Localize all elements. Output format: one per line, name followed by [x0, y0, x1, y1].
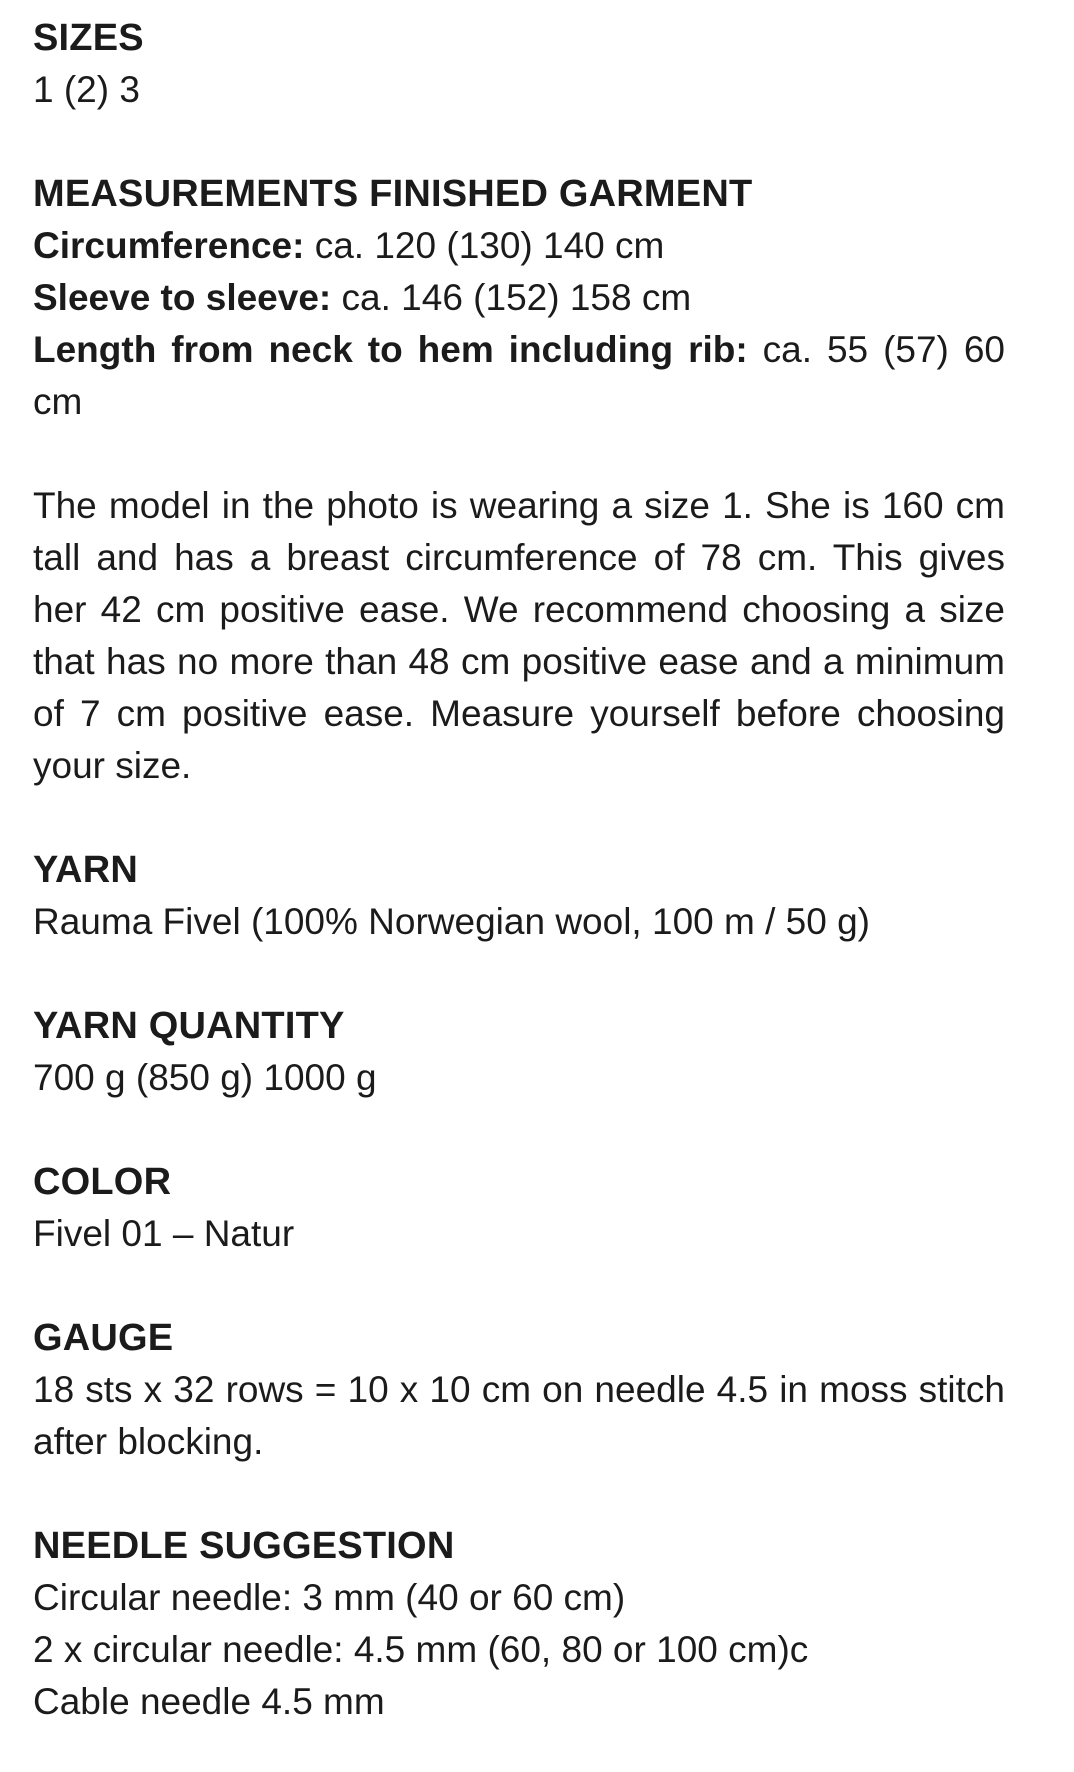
gauge-value: 18 sts x 32 rows = 10 x 10 cm on needle 4.5 in moss stitch after blocking.	[33, 1369, 1005, 1462]
gauge-section	[33, 1312, 1026, 1468]
sleeve-to-sleeve-value: ca. 146 (152) 158 cm	[331, 277, 692, 318]
sizes-section	[33, 12, 1026, 116]
circumference-value: ca. 120 (130) 140 cm	[304, 225, 665, 266]
color-heading: COLOR	[33, 1161, 172, 1203]
needle-item: Cable needle 4.5 mm	[33, 1681, 385, 1722]
model-note-paragraph: The model in the photo is wearing a size 1. She is 160 cm tall and has a breast circumference of 78 cm. This gives her 42 cm positive ease. We recommend choosing a size that has no more than 48 cm positive ease and a minimum of 7 cm positive ease. Measure yourself before choosing your size.	[33, 485, 1005, 786]
length-value: ca. 55 (57) 60 cm	[33, 329, 1005, 422]
gauge-heading: GAUGE	[33, 1317, 174, 1359]
sleeve-to-sleeve-label: Sleeve to sleeve:	[33, 277, 332, 318]
sizes-heading: SIZES	[33, 17, 144, 59]
length-line	[33, 324, 1005, 428]
yarn-section	[33, 844, 1026, 948]
sleeve-to-sleeve-line	[33, 272, 1026, 324]
color-section	[33, 1156, 1026, 1260]
needle-item: 2 x circular needle: 4.5 mm (60, 80 or 100 cm)c	[33, 1629, 809, 1670]
model-note-section	[33, 480, 1026, 792]
measurements-heading: MEASUREMENTS FINISHED GARMENT	[33, 173, 753, 215]
yarn-quantity-value: 700 g (850 g) 1000 g	[33, 1057, 377, 1098]
measurements-section	[33, 168, 1026, 428]
length-label: Length from neck to hem including rib:	[33, 329, 748, 370]
yarn-value: Rauma Fivel (100% Norwegian wool, 100 m / 50 g)	[33, 901, 870, 942]
yarn-heading: YARN	[33, 849, 138, 891]
needle-section	[33, 1520, 1026, 1728]
sizes-value: 1 (2) 3	[33, 69, 140, 110]
circumference-label: Circumference:	[33, 225, 305, 266]
color-value: Fivel 01 – Natur	[33, 1213, 295, 1254]
yarn-quantity-heading: YARN QUANTITY	[33, 1005, 345, 1047]
yarn-quantity-section	[33, 1000, 1026, 1104]
circumference-line	[33, 220, 1026, 272]
needle-item: Circular needle: 3 mm (40 or 60 cm)	[33, 1577, 626, 1618]
needle-heading: NEEDLE SUGGESTION	[33, 1525, 455, 1567]
